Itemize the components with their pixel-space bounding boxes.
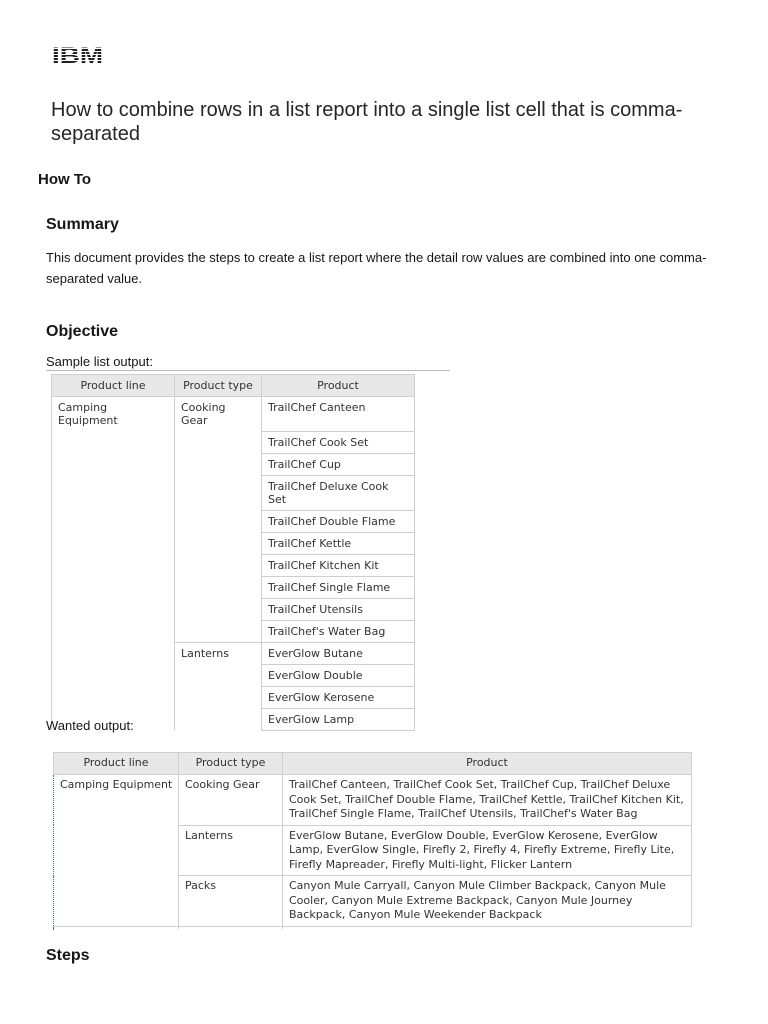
product-cell: EverGlow Kerosene (262, 686, 415, 708)
sample-list-table (51, 374, 415, 731)
product-type-cell: Cooking Gear (175, 397, 262, 432)
summary-text: This document provides the steps to create a list report where the detail row values are combined into one comma-separated value. (46, 250, 707, 286)
steps-heading: Steps (46, 947, 90, 964)
product-type-cell: Cooking Gear (179, 775, 283, 826)
page-title: How to combine rows in a list report into a single list cell that is comma-separated (51, 99, 683, 145)
product-type-cell: Lanterns (179, 825, 283, 876)
column-header: Product line (54, 753, 179, 775)
product-cell: TrailChef Cook Set (262, 431, 415, 453)
product-cell: TrailChef Kitchen Kit (262, 554, 415, 576)
wanted-output-table (53, 752, 692, 929)
summary-heading: Summary (46, 216, 119, 233)
product-cell: TrailChef Kettle (262, 532, 415, 554)
product-cell: EverGlow Butane (262, 642, 415, 664)
product-type-cell: Packs (179, 876, 283, 927)
product-cell: TrailChef Single Flame (262, 576, 415, 598)
product-cell: TrailChef Deluxe Cook Set (262, 475, 415, 510)
product-cell: TrailChef's Water Bag (262, 620, 415, 642)
column-header: Product (262, 375, 415, 397)
product-cell: TrailChef Canteen (262, 397, 415, 432)
column-header: Product type (175, 375, 262, 397)
wanted-caption: Wanted output: (46, 718, 134, 733)
caption-divider (46, 370, 450, 371)
product-cell: TrailChef Cup (262, 453, 415, 475)
objective-heading: Objective (46, 323, 119, 340)
product-cell: TrailChef Double Flame (262, 510, 415, 532)
product-line-cell: Camping Equipment (54, 775, 179, 826)
product-cell: EverGlow Double (262, 664, 415, 686)
combined-products-cell: Canyon Mule Carryall, Canyon Mule Climber Backpack, Canyon Mule Cooler, Canyon Mule Extreme Backpack, Canyon Mule Journey Backpack, Canyon Mule Weekender Backpack (283, 876, 692, 927)
product-cell: TrailChef Utensils (262, 598, 415, 620)
combined-products-cell: EverGlow Butane, EverGlow Double, EverGlow Kerosene, EverGlow Lamp, EverGlow Single, Firefly 2, Firefly 4, Firefly Extreme, Firefly Lite, Firefly Mapreader, Firefly Multi-light, Flicker Lantern (283, 825, 692, 876)
content-type-label: How To (38, 171, 92, 188)
product-type-cell: Lanterns (175, 642, 262, 664)
column-header: Product type (179, 753, 283, 775)
column-header: Product line (52, 375, 175, 397)
column-header: Product (283, 753, 692, 775)
product-cell: EverGlow Lamp (262, 708, 415, 730)
sample-caption: Sample list output: (46, 354, 153, 369)
combined-products-cell: TrailChef Canteen, TrailChef Cook Set, TrailChef Cup, TrailChef Deluxe Cook Set, TrailChef Double Flame, TrailChef Kettle, TrailChef Kitchen Kit, TrailChef Single Flame, TrailChef Utensils, TrailChef's Water Bag (283, 775, 692, 826)
product-line-cell: Camping Equipment (52, 397, 175, 432)
ibm-logo[interactable] (52, 43, 104, 67)
